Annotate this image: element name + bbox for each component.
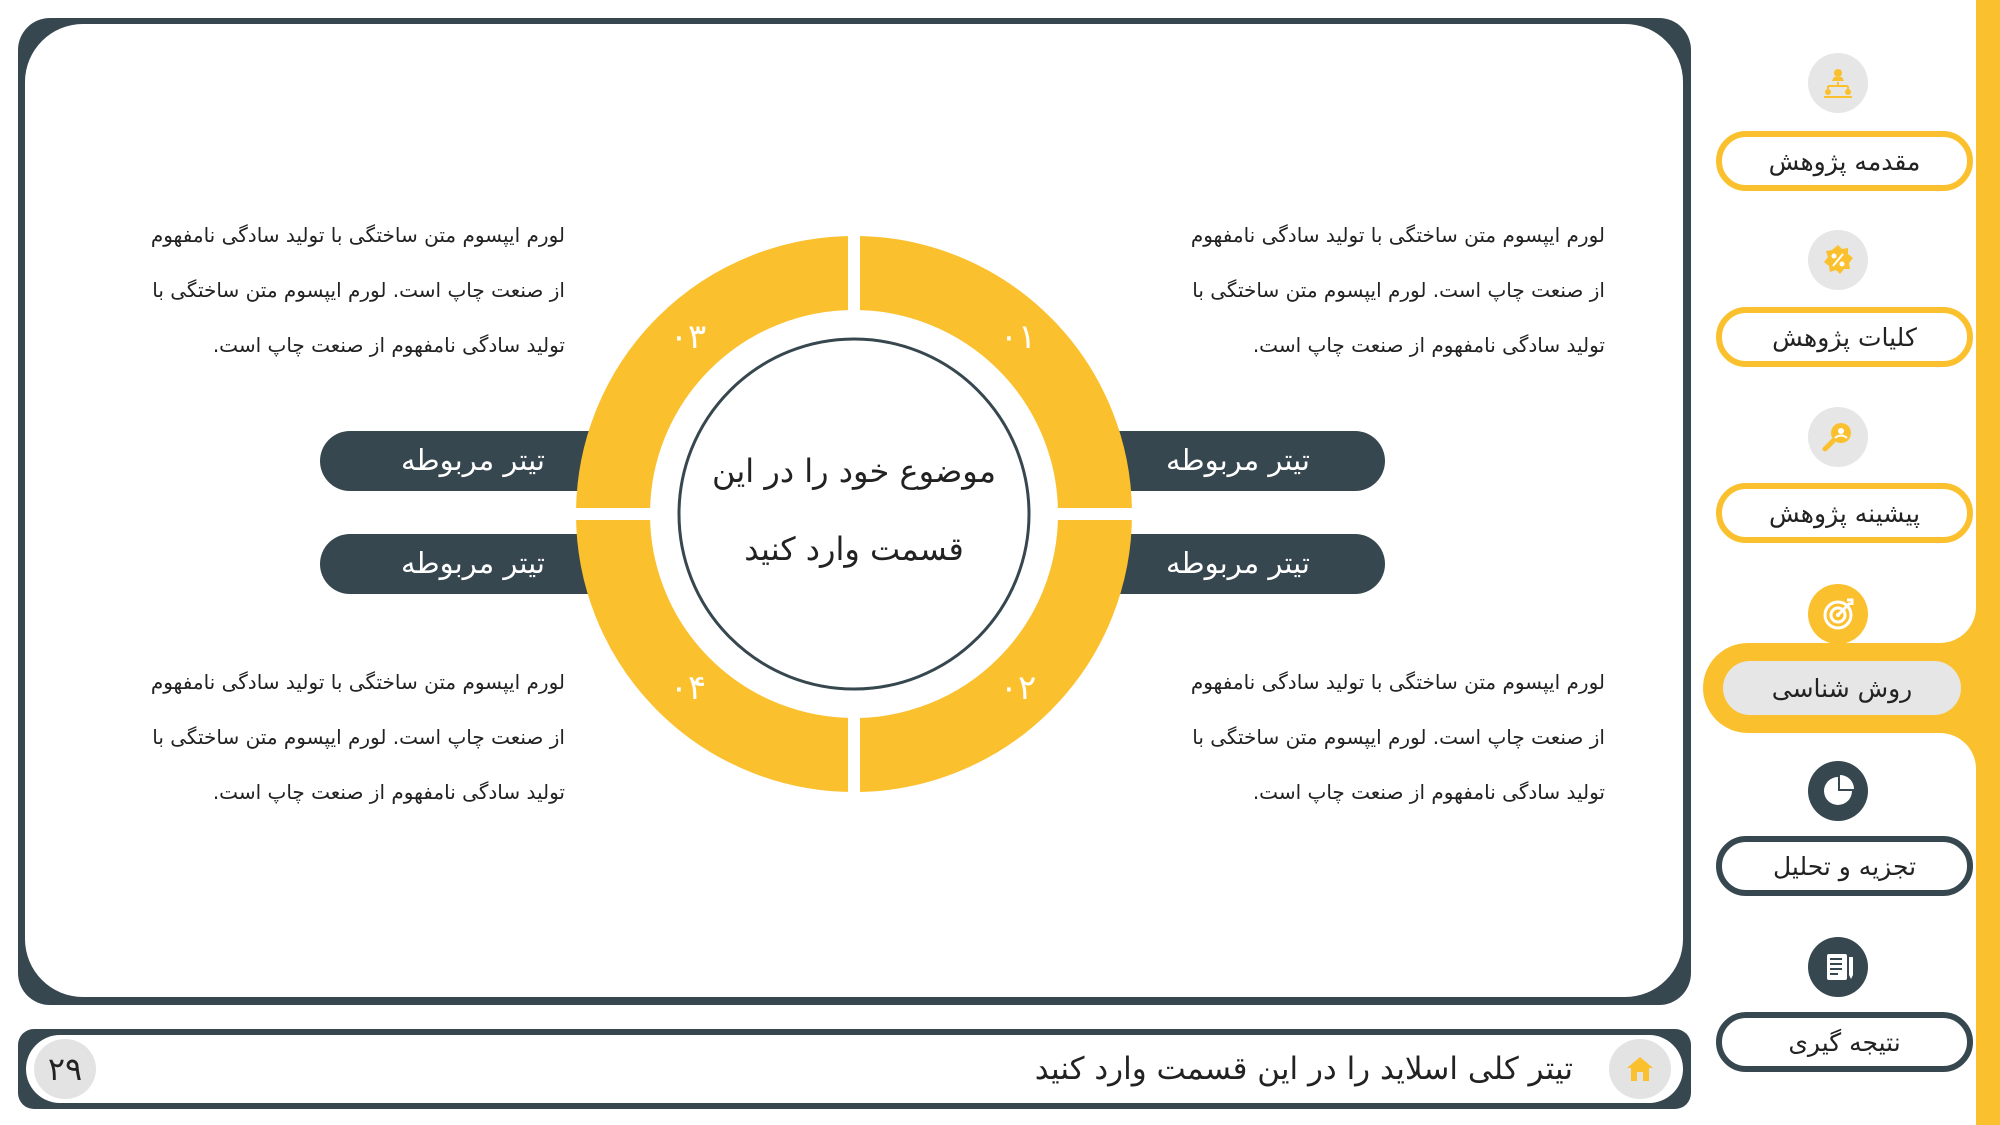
sidebar-item-introduction[interactable]: مقدمه پژوهش — [1716, 131, 1973, 191]
footer-bar — [18, 1029, 1691, 1109]
segment-number-03: ۰۳ — [669, 317, 707, 357]
heading-pill-label: تیتر مربوطه — [400, 443, 545, 477]
sidebar-tab-curve — [1940, 607, 1976, 643]
segment-number-04: ۰۴ — [669, 668, 707, 708]
paragraph-line: از صنعت چاپ است. لورم ایپسوم متن ساختگی با — [1192, 278, 1605, 302]
paragraph-line: از صنعت چاپ است. لورم ایپسوم متن ساختگی با — [152, 278, 565, 302]
target-icon[interactable] — [1808, 584, 1868, 644]
paragraph-line: از صنعت چاپ است. لورم ایپسوم متن ساختگی با — [152, 725, 565, 749]
home-icon — [1624, 1053, 1656, 1085]
sidebar-item-conclusion[interactable]: نتیجه گیری — [1716, 1012, 1973, 1072]
paragraph-bottom-right — [1135, 655, 1605, 820]
paragraph-line: لورم ایپسوم متن ساختگی با تولید سادگی نامفهوم — [150, 223, 565, 247]
heading-pill-label: تیتر مربوطه — [400, 546, 545, 580]
paragraph-bottom-left — [95, 655, 565, 820]
paragraph-line: لورم ایپسوم متن ساختگی با تولید سادگی نامفهوم — [150, 670, 565, 694]
sidebar-accent-stripe — [1976, 0, 2000, 1125]
heading-pill-label: تیتر مربوطه — [1165, 546, 1310, 580]
slide-title: تیتر کلی اسلاید را در این قسمت وارد کنید — [1034, 1051, 1573, 1087]
segment-number-02: ۰۲ — [999, 668, 1037, 708]
search-user-icon[interactable] — [1808, 407, 1868, 467]
paragraph-line: تولید سادگی نامفهوم از صنعت چاپ است. — [212, 780, 565, 804]
sidebar-item-overview[interactable]: کلیات پژوهش — [1716, 307, 1973, 367]
paragraph-line: تولید سادگی نامفهوم از صنعت چاپ است. — [212, 333, 565, 357]
paragraph-line: لورم ایپسوم متن ساختگی با تولید سادگی نامفهوم — [1190, 670, 1605, 694]
segment-number-01: ۰۱ — [999, 317, 1037, 357]
center-topic — [690, 432, 1018, 588]
percent-badge-icon[interactable] — [1808, 230, 1868, 290]
paragraph-line: لورم ایپسوم متن ساختگی با تولید سادگی نامفهوم — [1190, 223, 1605, 247]
heading-pill-label: تیتر مربوطه — [1165, 443, 1310, 477]
home-button[interactable] — [1609, 1039, 1671, 1099]
pie-chart-icon[interactable] — [1808, 761, 1868, 821]
sidebar-tab-curve — [1940, 733, 1976, 769]
sidebar-item-analysis[interactable]: تجزیه و تحلیل — [1716, 836, 1973, 896]
paragraph-top-right — [1135, 208, 1605, 373]
hierarchy-icon[interactable] — [1808, 53, 1868, 113]
sidebar-item-methodology[interactable]: روش شناسی — [1723, 661, 1961, 715]
center-topic-line: قسمت وارد کنید — [744, 530, 964, 568]
paragraph-line: تولید سادگی نامفهوم از صنعت چاپ است. — [1252, 333, 1605, 357]
paragraph-top-left — [95, 208, 565, 373]
paragraph-line: از صنعت چاپ است. لورم ایپسوم متن ساختگی با — [1192, 725, 1605, 749]
page-number: ۲۹ — [34, 1039, 96, 1099]
footer-inner — [26, 1035, 1683, 1103]
paragraph-line: تولید سادگی نامفهوم از صنعت چاپ است. — [1252, 780, 1605, 804]
center-topic-line: موضوع خود را در این — [712, 452, 996, 490]
sidebar-item-literature[interactable]: پیشینه پژوهش — [1716, 483, 1973, 543]
report-icon[interactable] — [1808, 937, 1868, 997]
